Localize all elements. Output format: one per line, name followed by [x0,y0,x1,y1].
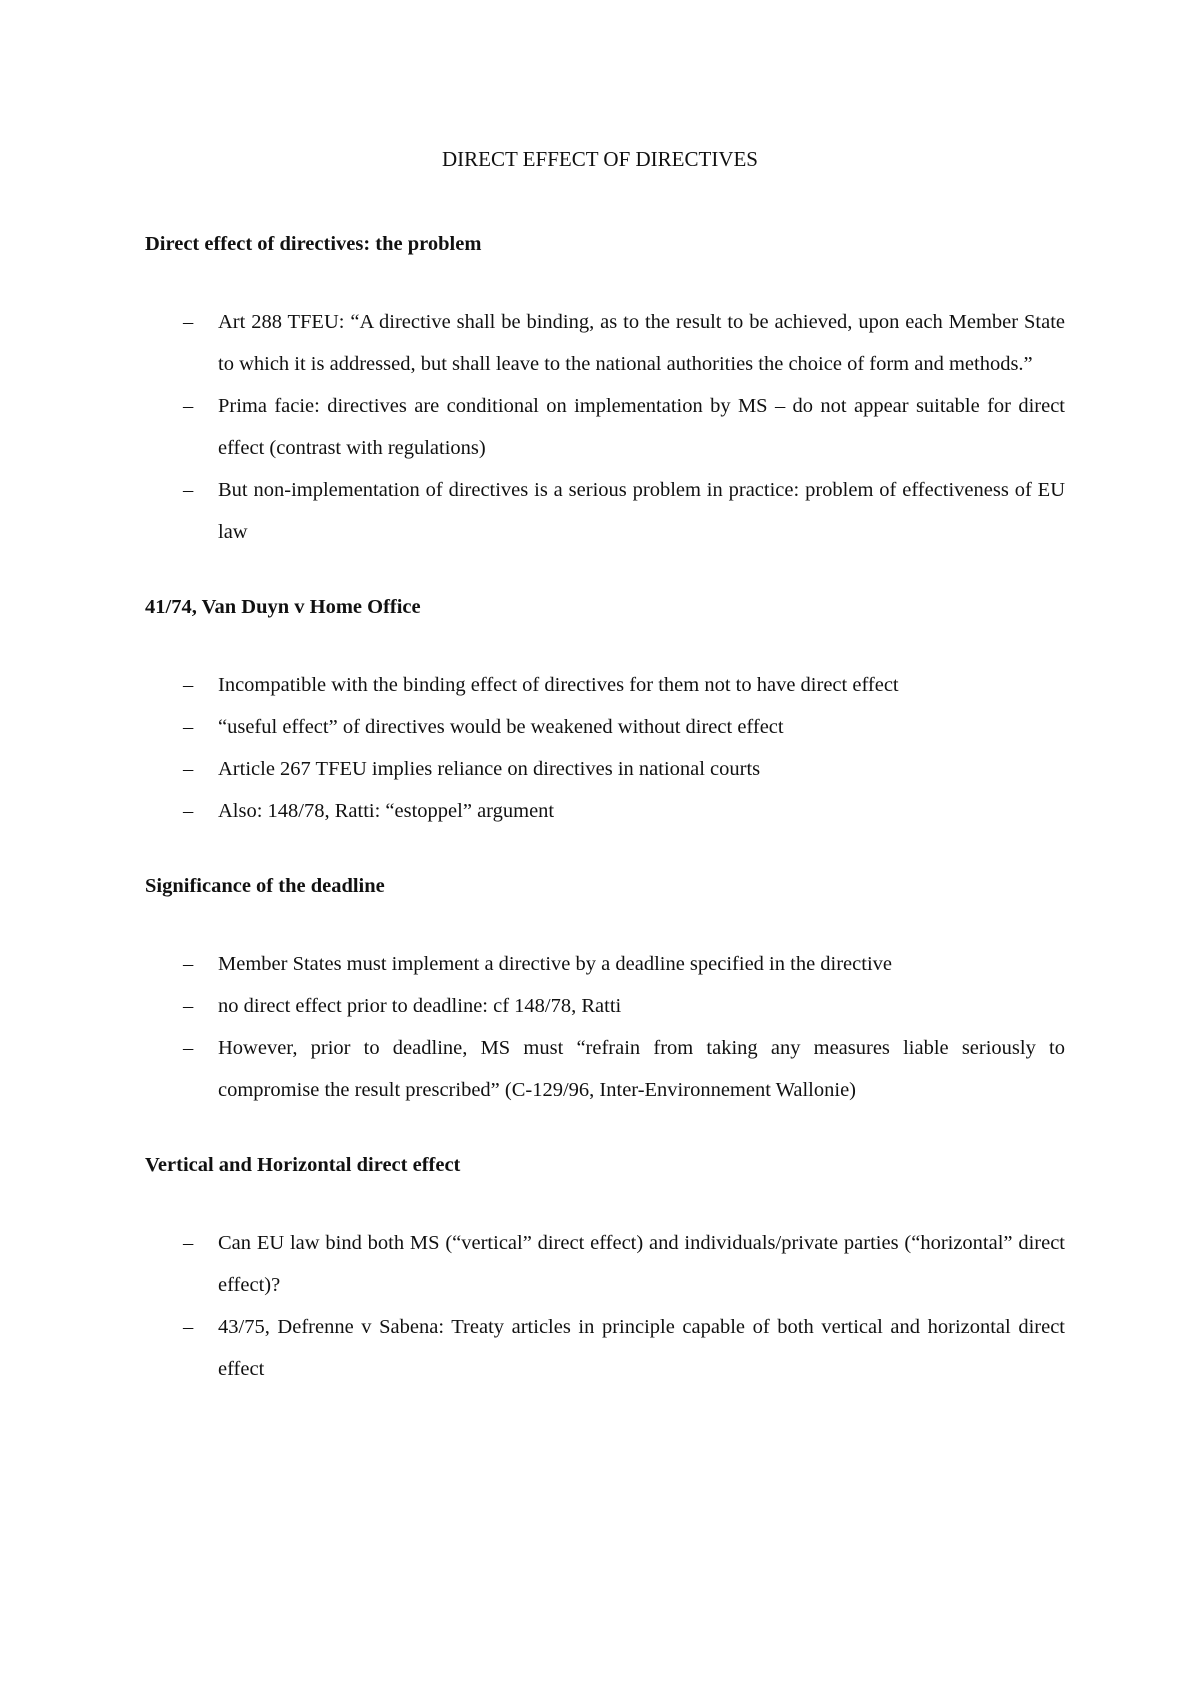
bullet-text: Incompatible with the binding effect of directives for them not to have direct effect [218,674,899,696]
bullet-text: Art 288 TFEU: “A directive shall be binding, as to the result to be achieved, upon each Member State to which it is addressed, but shall leave to the national authorities the choice of form and methods.” [218,311,1065,375]
bullet-list [145,664,1065,832]
bullet-dash: – [183,800,194,822]
bullet-item [145,664,1065,706]
bullet-text: Prima facie: directives are conditional on implementation by MS – do not appear suitable for direct effect (contrast with regulations) [218,395,1065,459]
bullet-dash: – [183,995,194,1017]
bullet-dash: – [183,1037,194,1059]
bullet-text: “useful effect” of directives would be weakened without direct effect [218,716,784,738]
section [145,593,1065,832]
section-heading: 41/74, Van Duyn v Home Office [145,596,421,618]
bullet-list [145,1222,1065,1390]
bullet-item [145,985,1065,1027]
section [145,872,1065,1111]
document-body [145,230,1065,1390]
bullet-text: However, prior to deadline, MS must “refrain from taking any measures liable seriously to compromise the result prescribed” (C-129/96, Inter-Environnement Wallonie) [218,1037,1065,1101]
bullet-dash: – [183,758,194,780]
bullet-text: Member States must implement a directive by a deadline specified in the directive [218,953,892,975]
bullet-item [145,1222,1065,1306]
bullet-text: Also: 148/78, Ratti: “estoppel” argument [218,800,555,822]
document-title: DIRECT EFFECT OF DIRECTIVES [441,147,758,171]
bullet-list [145,943,1065,1111]
bullet-item [145,706,1065,748]
bullet-item [145,301,1065,385]
bullet-text: no direct effect prior to deadline: cf 148/78, Ratti [218,995,622,1017]
bullet-item [145,1027,1065,1111]
bullet-item [145,385,1065,469]
bullet-dash: – [183,395,194,417]
bullet-item [145,748,1065,790]
bullet-item [145,469,1065,553]
bullet-dash: – [183,479,194,501]
bullet-dash: – [183,1232,194,1254]
bullet-text: Can EU law bind both MS (“vertical” direct effect) and individuals/private parties (“horizontal” direct effect)? [218,1232,1065,1296]
bullet-dash: – [183,1316,194,1338]
bullet-dash: – [183,311,194,333]
bullet-item [145,943,1065,985]
section-heading: Direct effect of directives: the problem [145,233,482,255]
section-heading: Vertical and Horizontal direct effect [145,1154,461,1176]
bullet-text: Article 267 TFEU implies reliance on directives in national courts [218,758,761,780]
bullet-list [145,301,1065,553]
bullet-item [145,1306,1065,1390]
bullet-item [145,790,1065,832]
bullet-dash: – [183,953,194,975]
bullet-text: But non-implementation of directives is a serious problem in practice: problem of effectiveness of EU law [218,479,1065,543]
section [145,230,1065,553]
section-heading: Significance of the deadline [145,875,385,897]
bullet-text: 43/75, Defrenne v Sabena: Treaty articles in principle capable of both vertical and horizontal direct effect [218,1316,1065,1380]
bullet-dash: – [183,716,194,738]
section [145,1151,1065,1390]
bullet-dash: – [183,674,194,696]
